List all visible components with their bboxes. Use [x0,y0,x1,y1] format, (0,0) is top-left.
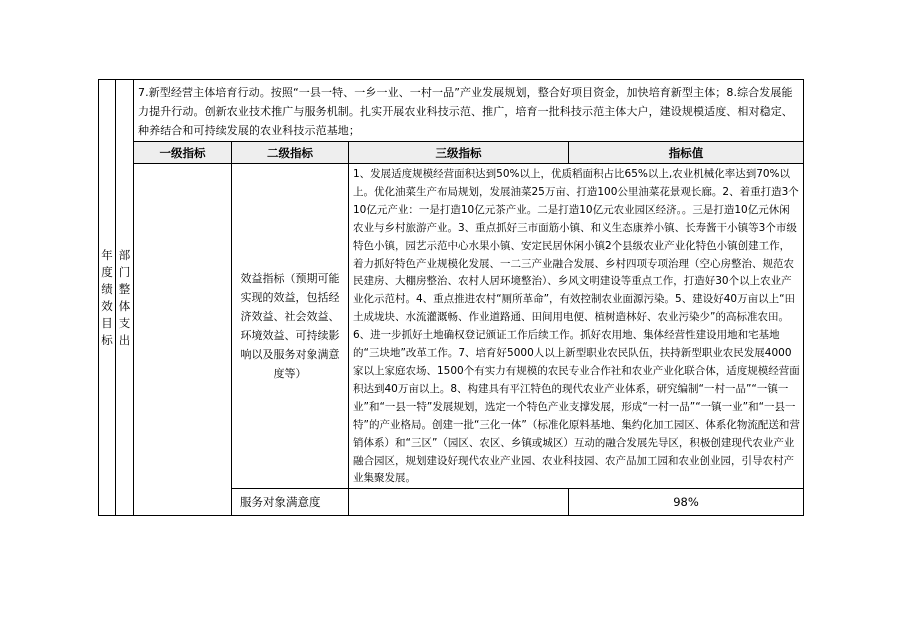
benefit-indicator-text: 1、发展适度规模经营面积达到50%以上，优质稻面积占比65%以上,农业机械化率达到70%以上。优化油菜生产布局规划，发展油菜25万亩、打造100公里油菜花景观长廊。2、着重打造3个10亿元产业：一是打造10亿元茶产业。二是打造10亿元农业园区经济。。三是打造10亿元休闲农业与乡村旅游产业。3、重点抓好三市面筋小镇、和义生态康养小镇、长寿酱干小镇等3个市级特色小镇，园艺示范中心水果小镇、安定民居休闲小镇2个县级农业产业化特色小镇创建工作，着力抓好特色产业规模化发展、一二三产业融合发展、乡村四项专项治理（空心房整治、规范农民建房、大棚房整治、农村人居环境整治）、乡风文明建设等重点工作，打造好30个以上农业产业化示范村。4、重点推进农村“厕所革命”，有效控制农业面源污染。5、建设好40万亩以上“田土成垅块、水流灌溉畅、作业道路通、田间用电便、植树造林好、农业污染少”的高标准农田。6、进一步抓好土地确权登记颁证工作后续工作。抓好农用地、集体经营性建设用地和宅基地的“三块地”改革工作。7、培育好5000人以上新型职业农民队伍，扶持新型职业农民发展4000家以上家庭农场、1500个有实力有规模的农民专业合作社和农业产业化联合体，适度规模经营面积达到40万亩以上。8、构建具有平江特色的现代农业产业体系，研究编制“一村一品”“一镇一业”和“一县一特”发展规划，选定一个特色产业支撑发展，形成“一村一品”“一镇一业”和“一县一特”的产业格局。创建一批“三化一体”（标准化原料基地、集约化加工园区、体系化物流配送和营销体系）和“三区”（园区、农区、乡镇或城区）互动的融合发展先导区，积极创建现代农业产业融合园区，规划建设好现代农业产业园、农业科技园、农产品加工园和农业创业园，引导农村产业集聚发展。 [349,164,804,489]
header-level3: 三级指标 [349,142,569,164]
header-row [99,142,804,164]
annual-target-label: 年度绩效目标 [99,80,116,516]
top-paragraph: 7.新型经营主体培育行动。按照“一县一特、一乡一业、一村一品”产业发展规划，整合好项目资金，加快培育新型主体；8.综合发展能力提升行动。创新农业技术推广与服务机制。扎实开展农业科技示范、推广，培育一批科技示范主体大户，建设规模适度、相对稳定、种养结合和可持续发展的农业科技示范基地； [134,80,804,142]
benefit-row [99,164,804,489]
header-level1: 一级指标 [134,142,232,164]
header-level2: 二级指标 [232,142,349,164]
satisfaction-value: 98% [569,489,804,516]
satisfaction-level3 [349,489,569,516]
header-value: 指标值 [569,142,804,164]
department-expenditure-label: 部门整体支出 [116,80,134,516]
performance-target-table [98,79,804,516]
top-row [99,80,804,142]
satisfaction-label: 服务对象满意度 [232,489,349,516]
benefit-indicator-label: 效益指标（预期可能实现的效益，包括经济效益、社会效益、环境效益、可持续影响以及服务对象满意度等） [232,164,349,489]
level1-empty-cell [134,164,232,516]
